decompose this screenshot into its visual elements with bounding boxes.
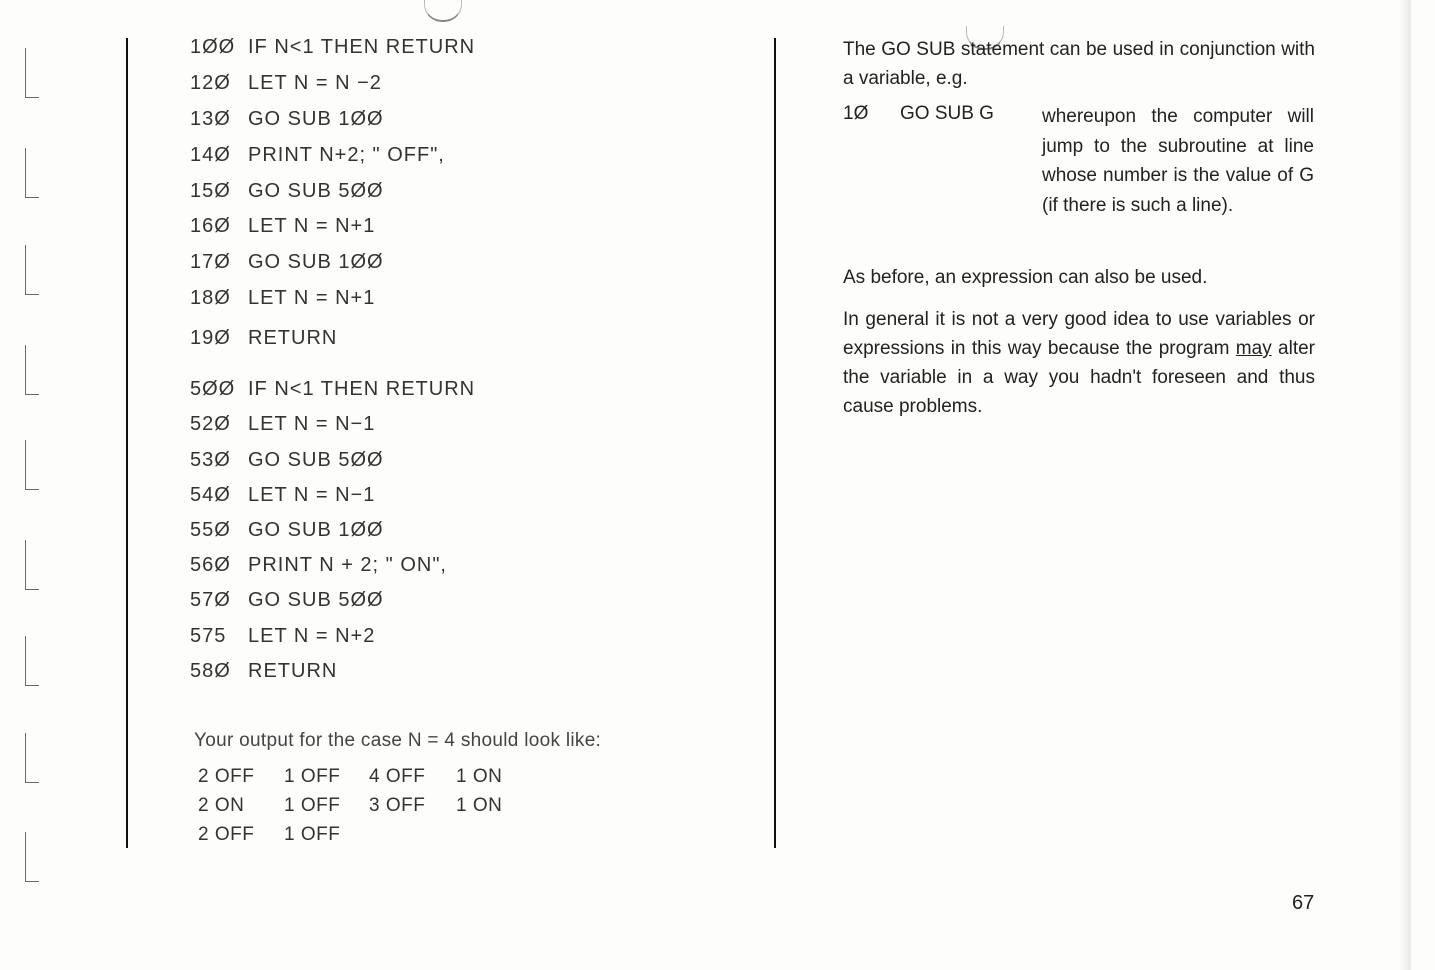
paragraph-text: alter the variable in a way you hadn't foreseen and thus cause problems.	[843, 338, 1315, 417]
line-number: 52Ø	[190, 413, 231, 435]
paragraph-warning	[843, 305, 1315, 421]
output-cell: 1 OFF	[284, 824, 341, 845]
example-line-number: 1Ø	[843, 103, 869, 124]
line-number: 15Ø	[190, 180, 231, 202]
statement: LET N = N+2	[248, 625, 376, 647]
code-line	[190, 327, 337, 350]
code-line	[190, 554, 447, 577]
statement: LET N = N −2	[248, 72, 382, 94]
line-number: 54Ø	[190, 484, 231, 506]
code-line	[190, 72, 382, 95]
binding-mark	[25, 636, 39, 686]
statement: LET N = N−1	[248, 413, 376, 435]
line-number: 13Ø	[190, 108, 231, 130]
code-line	[190, 625, 375, 648]
binding-mark	[25, 733, 39, 783]
underlined-word: may	[1235, 338, 1272, 359]
left-margin-rule	[126, 38, 128, 848]
binding-mark	[25, 832, 39, 882]
code-line	[190, 413, 375, 436]
paragraph-expression: As before, an expression can also be used.	[843, 267, 1208, 288]
output-row	[198, 766, 526, 788]
line-number: 17Ø	[190, 251, 231, 273]
line-number: 5ØØ	[190, 378, 236, 400]
code-line	[190, 36, 475, 59]
output-row	[198, 824, 526, 846]
output-cell: 2 OFF	[198, 824, 255, 845]
statement: GO SUB 1ØØ	[248, 519, 384, 541]
statement: LET N = N−1	[248, 484, 376, 506]
code-line	[190, 180, 384, 203]
line-number: 12Ø	[190, 72, 231, 94]
output-cell: 3 OFF	[369, 795, 426, 816]
statement: GO SUB 1ØØ	[248, 251, 384, 273]
code-line	[190, 484, 375, 507]
binding-mark	[25, 440, 39, 490]
statement: GO SUB 1ØØ	[248, 108, 384, 130]
statement: PRINT N+2; " OFF",	[248, 144, 445, 166]
code-line	[190, 660, 337, 683]
line-number: 575	[190, 625, 227, 647]
code-line	[190, 519, 384, 542]
output-cell: 2 OFF	[198, 766, 255, 787]
code-line	[190, 251, 384, 274]
statement: GO SUB 5ØØ	[248, 589, 384, 611]
output-cell: 1 ON	[456, 795, 503, 816]
example-statement: GO SUB G	[900, 103, 994, 124]
code-line	[190, 378, 475, 401]
line-number: 14Ø	[190, 144, 231, 166]
output-row	[198, 795, 526, 817]
statement: IF N<1 THEN RETURN	[248, 36, 476, 58]
line-number: 18Ø	[190, 287, 231, 309]
code-line	[190, 589, 384, 612]
statement: RETURN	[248, 660, 338, 682]
line-number: 53Ø	[190, 449, 231, 471]
output-cell: 4 OFF	[369, 766, 426, 787]
line-number: 16Ø	[190, 215, 231, 237]
binding-mark	[25, 345, 39, 395]
line-number: 56Ø	[190, 554, 231, 576]
code-line	[190, 449, 384, 472]
statement: LET N = N+1	[248, 287, 376, 309]
intro-paragraph: The GO SUB statement can be used in conjunction with a variable, e.g.	[843, 39, 1315, 89]
line-number: 55Ø	[190, 519, 231, 541]
output-cell: 2 ON	[198, 795, 245, 816]
output-cell: 1 OFF	[284, 795, 341, 816]
column-divider	[774, 38, 776, 848]
binding-mark	[25, 48, 39, 98]
code-line	[190, 144, 445, 167]
example-description: whereupon the computer will jump to the subroutine at line whose number is the value of G (if there is such a line).	[1042, 106, 1314, 216]
output-cell: 1 OFF	[284, 766, 341, 787]
statement: GO SUB 5ØØ	[248, 180, 384, 202]
statement: PRINT N + 2; " ON",	[248, 554, 447, 576]
statement: RETURN	[248, 327, 338, 349]
line-number: 58Ø	[190, 660, 231, 682]
code-line	[190, 287, 375, 310]
paragraph-text: In general it is not a very good idea to use variables or expressions in this way because the program	[843, 309, 1315, 359]
statement: LET N = N+1	[248, 215, 376, 237]
line-number: 57Ø	[190, 589, 231, 611]
binding-mark	[25, 245, 39, 295]
binding-mark	[25, 540, 39, 590]
statement: GO SUB 5ØØ	[248, 449, 384, 471]
page-edge	[1399, 0, 1411, 970]
line-number: 19Ø	[190, 327, 231, 349]
output-heading: Your output for the case N = 4 should look like:	[194, 730, 602, 751]
punch-hole	[424, 0, 462, 22]
page-number: 67	[1292, 892, 1315, 914]
binding-mark	[25, 148, 39, 198]
code-line	[190, 108, 384, 131]
line-number: 1ØØ	[190, 36, 236, 58]
output-cell: 1 ON	[456, 766, 503, 787]
code-line	[190, 215, 375, 238]
statement: IF N<1 THEN RETURN	[248, 378, 476, 400]
